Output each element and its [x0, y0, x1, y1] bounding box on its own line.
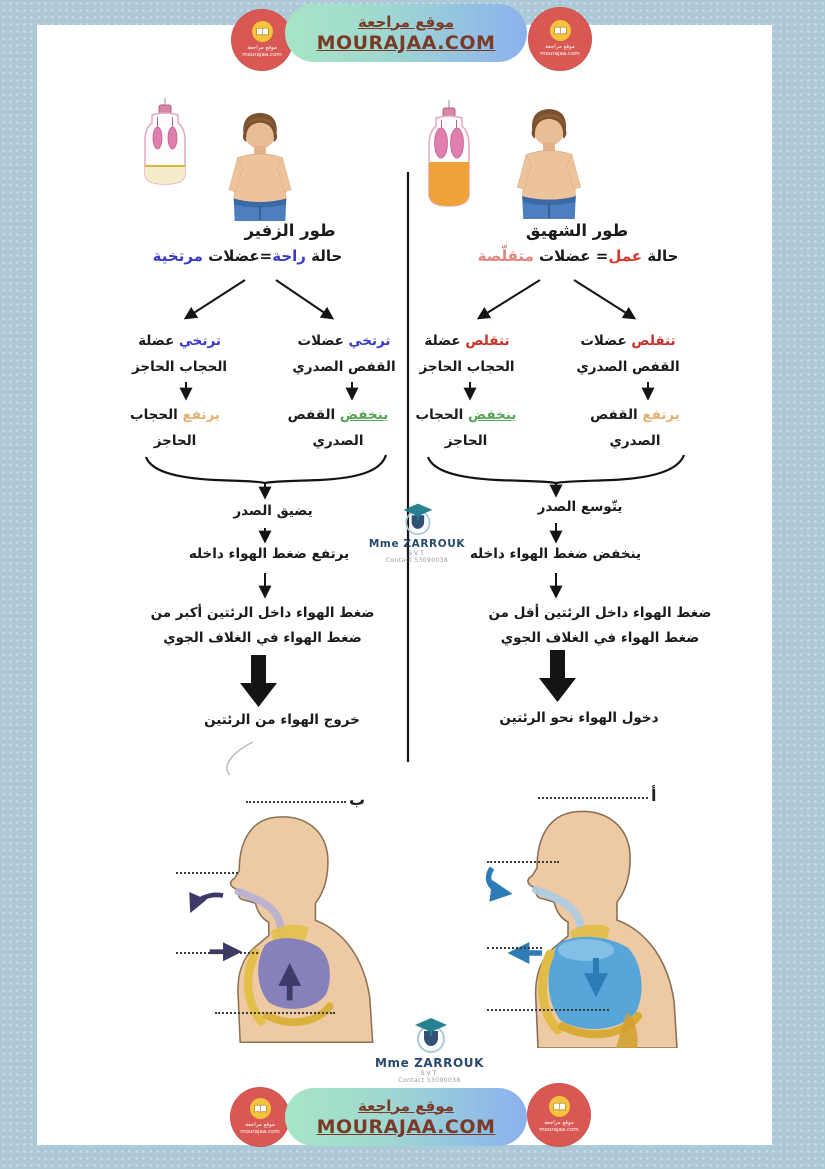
site-title[interactable]: موقع مراجعة — [357, 12, 455, 31]
badge-url: mourajaa.com — [540, 51, 580, 57]
box-text: الحاجز — [444, 433, 488, 450]
verb-lower: ينخفض — [339, 407, 389, 423]
verb-relax: ترتخي — [178, 333, 221, 349]
watermark-contact: Contact 53090038 — [385, 557, 449, 564]
label-leader-line — [487, 947, 542, 949]
exhale-pressure-compare — [135, 601, 390, 651]
condition-key: راحة — [272, 247, 306, 265]
header-brand-pill — [285, 4, 527, 62]
verb-contract: تتقلص — [631, 333, 676, 349]
exhale-diaphragm-box — [122, 328, 237, 381]
box-text: عضلات — [580, 333, 632, 349]
badge-url: mourajaa.com — [240, 1129, 280, 1135]
badge-url: mourajaa.com — [539, 1127, 579, 1133]
exhale-condition — [125, 247, 370, 265]
condition-prefix: حالة — [642, 247, 679, 265]
box-text: الحجاب — [130, 407, 183, 423]
watermark-subject: SVT — [420, 1070, 439, 1077]
watermark-name: Mme ZARROUK — [368, 538, 466, 550]
footer-brand-pill — [285, 1088, 527, 1146]
label-leader-line — [487, 861, 559, 863]
inhale-chest-step: يتّوسع الصدر — [537, 499, 623, 515]
inhale-torso-figure — [478, 806, 690, 1048]
verb-contract: تتقلص — [465, 333, 510, 349]
compare-line: ضغط الهواء داخل الرئتين أكبر من — [150, 605, 375, 621]
box-text: الحجاب — [415, 407, 469, 423]
badge-title: موقع مراجعة — [545, 44, 575, 51]
inhale-result: دخول الهواء نحو الرئتين — [499, 710, 659, 726]
exhale-figure-label: ب — [349, 790, 366, 809]
watermark-logo — [372, 1012, 487, 1084]
watermark-logo — [362, 498, 472, 564]
verb-relax: ترتخي — [348, 333, 391, 349]
badge-title: موقع مراجعة — [247, 45, 277, 52]
exhale-diaphragm-result-box — [118, 402, 232, 455]
badge-title: موقع مراجعة — [544, 1120, 574, 1127]
label-leader-line — [176, 952, 258, 954]
inhale-pressure-step: ينخفض ضغط الهواء داخله — [469, 546, 642, 562]
box-text: القفص الصدري — [292, 359, 396, 376]
inhale-phase-title: طور الشهيق — [525, 221, 629, 240]
box-text: عضلات — [297, 333, 349, 349]
site-badge — [527, 1083, 591, 1147]
box-text: عضلة — [424, 333, 466, 349]
badge-url: mourajaa.com — [242, 52, 282, 58]
condition-value: مرتخية — [152, 247, 203, 265]
watermark-subject: SVT — [408, 550, 426, 557]
inhale-airflow-arrow — [489, 868, 506, 893]
verb-raise: يرتفع — [642, 407, 680, 423]
condition-mid: =عضلات — [202, 247, 273, 265]
site-badge — [230, 1087, 290, 1147]
box-text: الحجاب الحاجز — [419, 359, 515, 376]
book-icon — [550, 20, 571, 41]
box-text: الحجاب الحاجز — [131, 359, 228, 376]
inhale-diaphragm-box — [410, 328, 524, 381]
verb-raise: يرتفع — [182, 407, 220, 423]
label-leader-line — [538, 797, 648, 799]
watermark-name: Mme ZARROUK — [374, 1056, 485, 1070]
inhale-condition — [438, 247, 718, 265]
inhale-figure-label: أ — [651, 786, 657, 805]
book-icon — [549, 1096, 570, 1117]
condition-mid: = عضلات — [533, 247, 609, 265]
exhale-airflow-arrow — [193, 895, 223, 908]
watermark-contact: Contact 53090038 — [398, 1077, 461, 1084]
label-leader-line — [215, 1012, 335, 1014]
box-text: الصدري — [609, 433, 661, 450]
graduation-cap-icon — [399, 498, 435, 538]
label-leader-line — [246, 801, 346, 803]
box-text: القفص — [590, 407, 643, 423]
compare-line: ضغط الهواء داخل الرئتين أقل من — [488, 605, 712, 621]
condition-value: متقلّصة — [477, 247, 534, 265]
verb-lower: ينخفض — [468, 407, 517, 423]
site-title[interactable]: موقع مراجعة — [357, 1096, 455, 1115]
compare-line: ضغط الهواء في الغلاف الجوي — [500, 629, 700, 646]
site-badge — [528, 7, 592, 71]
exhale-rib-box — [278, 328, 410, 381]
box-text: القفص الصدري — [576, 359, 680, 376]
badge-title: موقع مراجعة — [245, 1122, 275, 1129]
inhale-pressure-compare — [465, 601, 735, 651]
book-icon — [250, 1098, 271, 1119]
box-text: الحاجز — [153, 433, 197, 450]
compare-line: ضغط الهواء في الغلاف الجوي — [163, 629, 362, 646]
book-icon — [252, 21, 273, 42]
site-url-link[interactable]: MOURAJAA.COM — [316, 1115, 496, 1138]
exhale-chest-step: يضيق الصدر — [233, 503, 313, 519]
inhale-rib-result-box — [572, 402, 698, 455]
label-leader-line — [487, 1009, 609, 1011]
exhale-torso-figure — [183, 808, 385, 1046]
inhale-rib-box — [560, 328, 696, 381]
inhale-diaphragm-result-box — [408, 402, 524, 455]
exhale-rib-result-box — [277, 402, 399, 455]
exhale-result: خروج الهواء من الرئتين — [204, 712, 360, 728]
condition-key: عمل — [608, 247, 643, 265]
site-url-link[interactable]: MOURAJAA.COM — [316, 31, 496, 54]
label-leader-line — [176, 872, 238, 874]
box-text: عضلة — [138, 333, 179, 349]
box-text: القفص — [287, 407, 340, 423]
site-badge — [231, 9, 293, 71]
box-text: الصدري — [312, 433, 364, 450]
condition-prefix: حالة — [305, 247, 343, 265]
exhale-phase-title: طور الزفير — [244, 221, 336, 240]
graduation-cap-icon — [410, 1012, 450, 1056]
exhale-pressure-step: يرتفع ضغط الهواء داخله — [188, 546, 350, 562]
